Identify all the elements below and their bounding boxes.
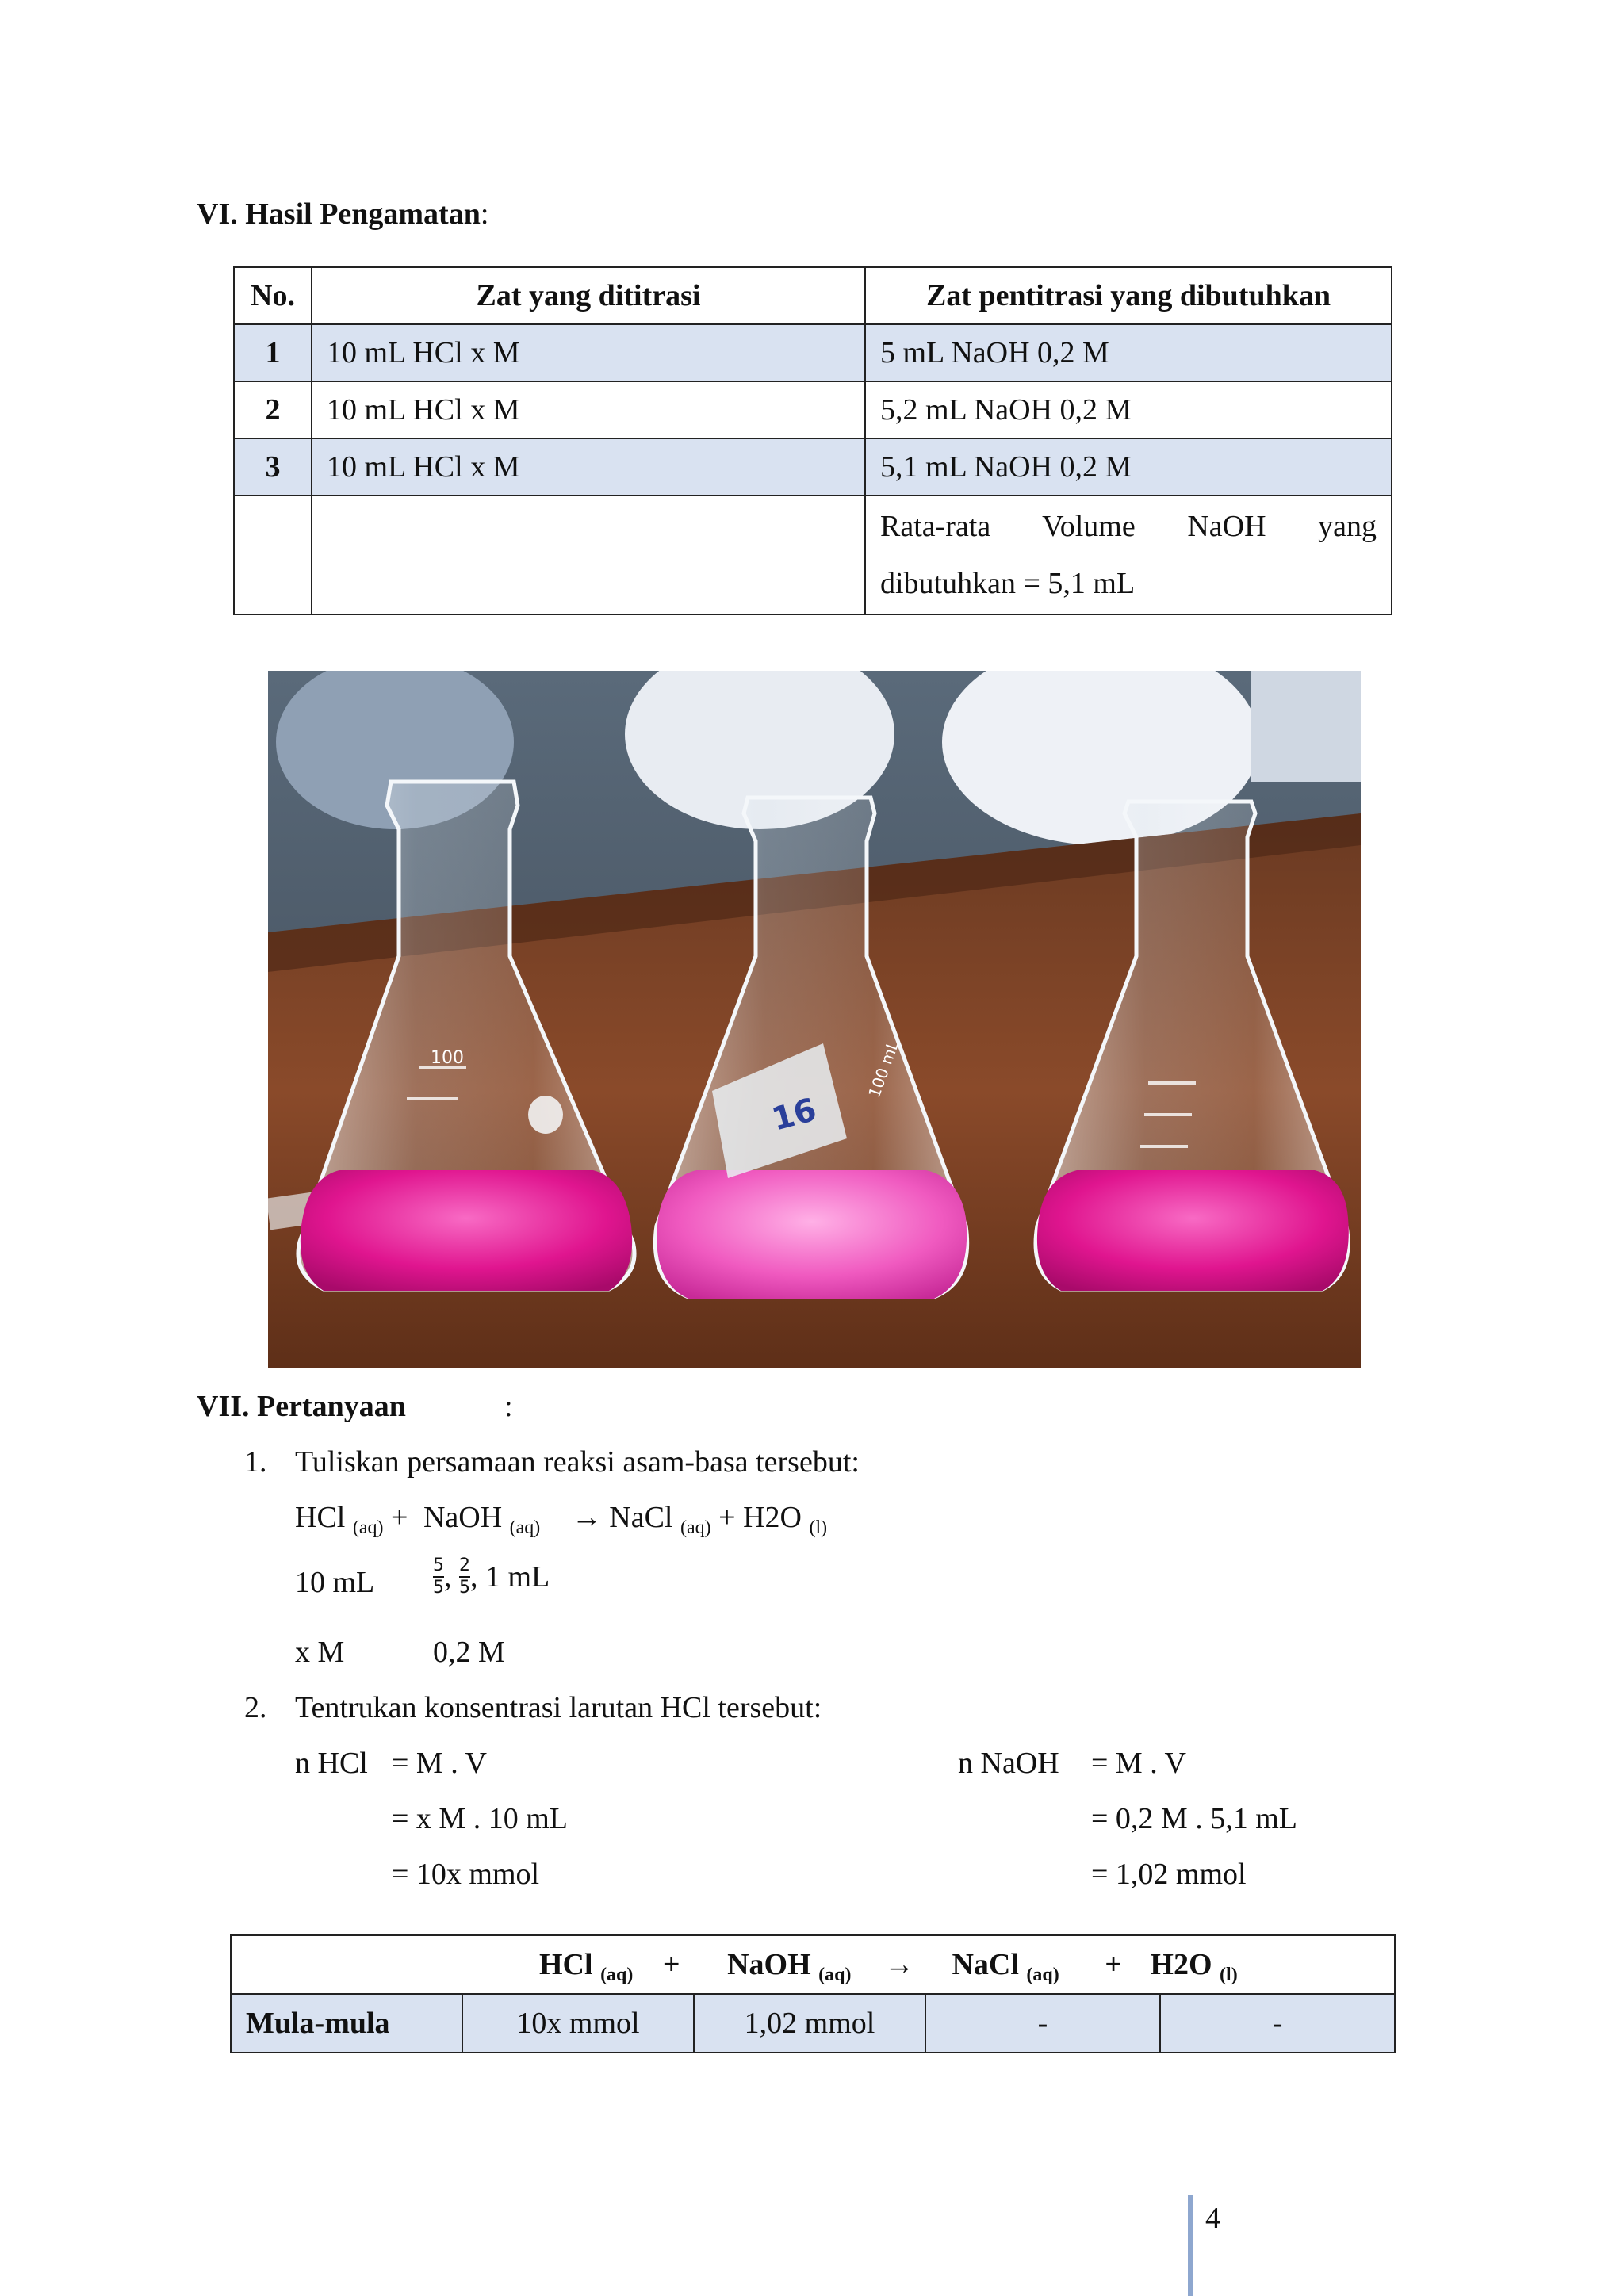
stoichiometry-table [230,1934,1396,2053]
row-number: 1 [234,324,312,381]
n-hcl-line: = 10x mmol [392,1858,540,1891]
naoh-volumes: $\frac{5}{5}$ , $\frac{2}{5}$ , 1 mL [433,1556,550,1598]
fraction: $\frac{5}{5}$ [433,1556,444,1598]
reaction-arrow: → [571,1501,602,1534]
state-aq: (aq) [600,1965,634,1985]
reaction-arrow: → [883,1948,914,1981]
section-7-title: VII. Pertanyaan [197,1390,406,1423]
state-aq: (aq) [1026,1965,1059,1985]
naoh-amount-cell: 1,02 mmol [694,1994,925,2053]
nacl-formula: NaCl [952,1948,1019,1981]
reaction-equation [295,1500,828,1538]
titration-flasks-photo [268,671,1361,1368]
n-naoh-label: n NaOH [958,1747,1059,1780]
plus-sign: + [391,1501,408,1534]
state-aq: (aq) [509,1517,541,1538]
table-header-row [234,267,1392,324]
volume-tail: , 1 mL [470,1560,550,1594]
q1-text: Tuliskan persamaan reaksi asam-basa tersebut: [295,1445,860,1479]
titrated-cell: 10 mL HCl x M [312,324,865,381]
row-number: 3 [234,438,312,496]
fraction: $\frac{2}{5}$ [459,1556,470,1598]
equation-header [231,1935,1395,1994]
empty-cell [312,496,865,614]
n-naoh-line: = 1,02 mmol [1091,1858,1247,1891]
table-header-row [231,1935,1395,1994]
plus-sign: + [662,1948,680,1981]
hcl-concentration: x M [295,1636,345,1669]
hcl-volume: 10 mL [295,1566,375,1599]
flask-graduation: 100 [431,1048,464,1068]
hcl-formula: HCl [539,1948,593,1981]
hcl-formula: HCl [295,1501,346,1534]
table-row [234,381,1392,438]
observation-table [233,266,1392,615]
n-naoh-line: = M . V [1091,1747,1186,1780]
table-row [231,1994,1395,2053]
titrant-cell: 5,1 mL NaOH 0,2 M [865,438,1392,496]
section-7-heading [197,1389,406,1424]
plus-sign: + [718,1501,736,1534]
page-number: 4 [1205,2202,1220,2235]
flask-tag: 16 [768,1091,821,1138]
plus-sign: + [1105,1948,1122,1981]
hcl-amount-cell: 10x mmol [462,1994,694,2053]
average-cell: Rata-rata Volume NaOH yang dibutuhkan = 5,1 mL [865,496,1392,614]
titrant-cell: 5 mL NaOH 0,2 M [865,324,1392,381]
header-no: No. [234,267,312,324]
state-l: (l) [809,1517,828,1538]
row-label: Mula-mula [231,1994,462,2053]
titrant-cell: 5,2 mL NaOH 0,2 M [865,381,1392,438]
titrated-cell: 10 mL HCl x M [312,381,865,438]
section-6-colon: : [480,197,489,231]
section-7-colon: : [504,1390,513,1423]
n-hcl-line: = M . V [392,1747,487,1780]
naoh-formula: NaOH [727,1948,811,1981]
state-aq: (aq) [680,1517,711,1538]
h2o-amount-cell: - [1160,1994,1395,2053]
h2o-formula: H2O [1150,1948,1212,1981]
q1-number: 1. [244,1445,267,1479]
table-row [234,324,1392,381]
q2-text: Tentrukan konsentrasi larutan HCl tersebut: [295,1691,822,1724]
titrated-cell: 10 mL HCl x M [312,438,865,496]
naoh-concentration: 0,2 M [433,1636,505,1669]
header-titrant: Zat pentitrasi yang dibutuhkan [865,267,1392,324]
naoh-formula: NaOH [423,1501,503,1534]
n-naoh-line: = 0,2 M . 5,1 mL [1091,1802,1297,1835]
state-aq: (aq) [352,1517,384,1538]
average-row [234,496,1392,614]
nacl-amount-cell: - [925,1994,1160,2053]
table-row [234,438,1392,496]
row-number: 2 [234,381,312,438]
state-aq: (aq) [818,1965,852,1985]
header-titrated: Zat yang dititrasi [312,267,865,324]
section-6-title: VI. Hasil Pengamatan [197,197,481,231]
empty-cell [234,496,312,614]
nacl-formula: NaCl [609,1501,673,1534]
n-hcl-line: = x M . 10 mL [392,1802,568,1835]
h2o-formula: H2O [743,1501,802,1534]
n-hcl-label: n HCl [295,1747,368,1780]
flask-volume-mark: 100 mL [864,1037,903,1100]
q2-number: 2. [244,1691,267,1724]
section-6-heading [197,197,488,232]
footer-bar [1188,2195,1193,2296]
state-l: (l) [1220,1965,1238,1985]
